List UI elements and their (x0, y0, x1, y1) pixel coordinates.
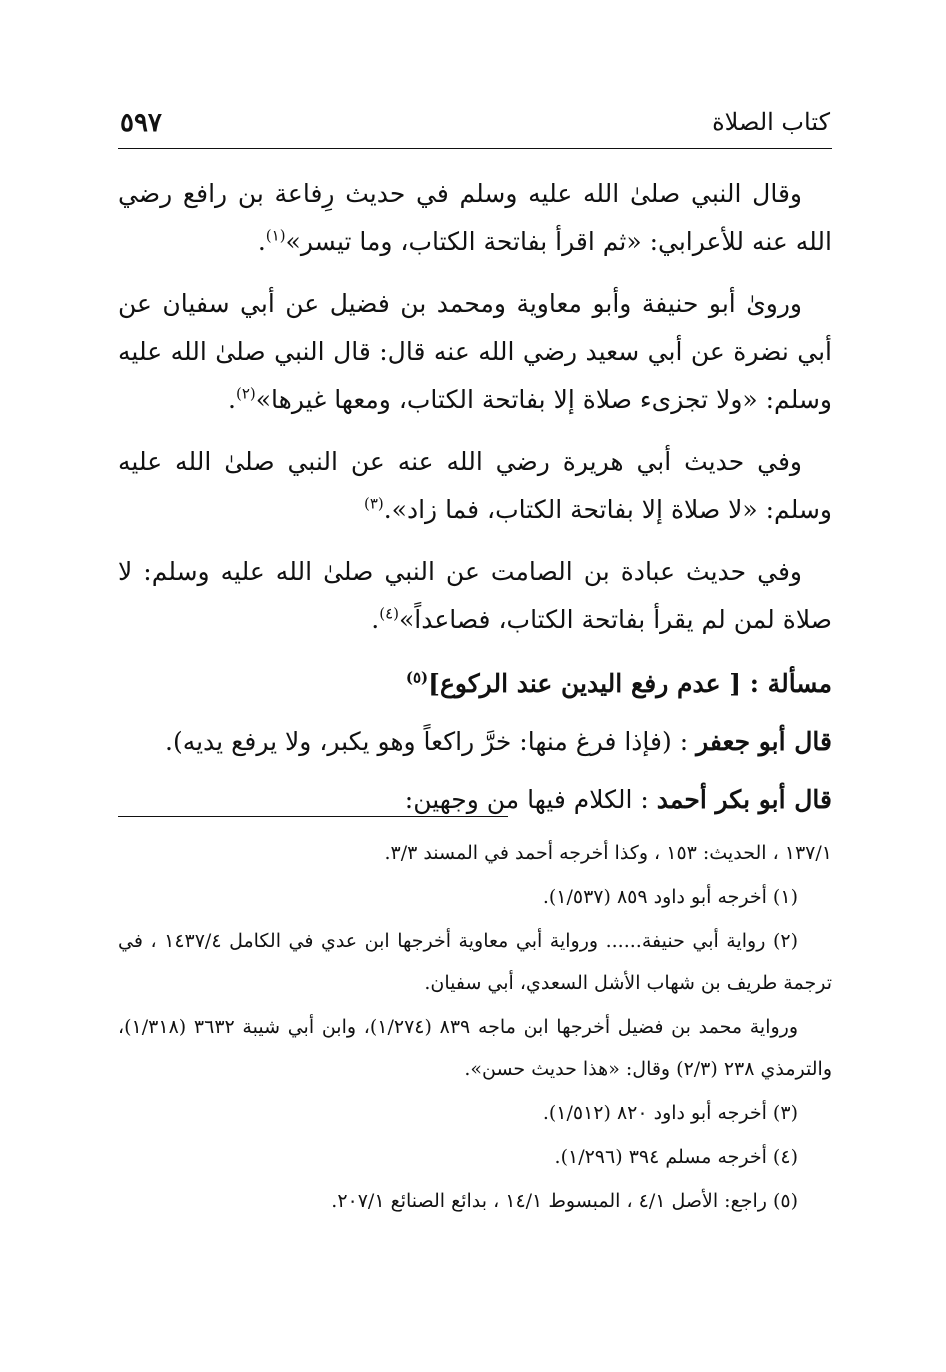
statement-text: : الكلام فيها من وجهين: (404, 785, 657, 814)
paragraph-text: وفي حديث عبادة بن الصامت عن النبي صلىٰ الله عليه وسلم: لا صلاة لمن لم يقرأ بفاتحة الكتاب، فصاعداً» (118, 557, 832, 634)
footnote-ref-5: (٥) (405, 668, 429, 687)
footnote-divider (118, 816, 508, 817)
speaker-name: قال أبو بكر أحمد (656, 785, 832, 814)
abu-jafar-statement (118, 716, 832, 768)
speaker-name: قال أبو جعفر (696, 727, 832, 756)
page-number: ٥٩٧ (120, 108, 162, 138)
paragraph-abu-said-hadith (118, 280, 832, 424)
paragraph-rifaa-hadith (118, 170, 832, 266)
paragraph-abu-hurayra-hadith (118, 438, 832, 534)
paragraph-tail: . (371, 605, 380, 634)
footnote-ref-4: (٤) (379, 604, 399, 623)
footnotes (118, 832, 832, 1224)
footnote-1: (١) أخرجه أبو داود ٨٥٩ (١/٥٣٧). (542, 886, 798, 908)
paragraph-tail: . (228, 385, 236, 414)
paragraph-text: وفي حديث أبي هريرة رضي الله عنه عن النبي صلىٰ الله عليه وسلم: «لا صلاة إلا بفاتحة الكتاب، فما زاد». (118, 447, 832, 524)
issue-label: مسألة : (741, 669, 832, 698)
footnote-2: (٢) رواية أبي حنيفة...... ورواية أبي معاوية أخرجها ابن عدي في الكامل ١٤٣٧/٤ ، في ترجمة طريف بن شهاب الأشل السعدي، أبي سفيان. (118, 930, 832, 994)
page-header (118, 106, 832, 149)
main-text (118, 170, 832, 832)
footnote-ref-2: (٢) (235, 384, 256, 403)
footnote-continuation: ١٣٧/١ ، الحديث: ١٥٣ ، وكذا أخرجه أحمد في المسند ٣/٣. (384, 842, 832, 864)
footnote-2-continued: ورواية محمد بن فضيل أخرجها ابن ماجه ٨٣٩ (١/٢٧٤)، وابن أبي شيبة ٣٦٣٢ (١/٣١٨)، والترمذي ٢٣٨ (٢/٣) وقال: «هذا حديث حسن». (118, 1016, 832, 1080)
issue-heading (118, 658, 832, 710)
running-title: كتاب الصلاة (712, 108, 830, 136)
issue-title: [ عدم رفع اليدين عند الركوع] (428, 669, 742, 698)
paragraph-text: ورویٰ أبو حنيفة وأبو معاوية ومحمد بن فضيل عن أبي سفيان عن أبي نضرة عن أبي سعيد رضي الله عنه قال: قال النبي صلىٰ الله عليه وسلم: «ولا تجزىء صلاة إلا بفاتحة الكتاب، ومعها غيرها» (118, 289, 832, 414)
footnote-ref-1: (١) (265, 226, 286, 245)
paragraph-tail: . (257, 227, 266, 256)
paragraph-text: وقال النبي صلىٰ الله عليه وسلم في حديث رِفاعة بن رافع رضي الله عنه للأعرابي: «ثم اقرأ بفاتحة الكتاب، وما تيسر» (118, 179, 832, 256)
statement-text: : (فإذا فرغ منها: خرَّ راكعاً وهو يكبر، ولا يرفع يديه). (165, 727, 697, 756)
footnote-4: (٤) أخرجه مسلم ٣٩٤ (١/٢٩٦). (554, 1146, 798, 1168)
abu-bakr-statement (118, 774, 832, 826)
paragraph-ubada-hadith (118, 548, 832, 644)
footnote-5: (٥) راجع: الأصل ٤/١ ، المبسوط ١٤/١ ، بدائع الصنائع ٢٠٧/١. (331, 1190, 798, 1212)
footnote-3: (٣) أخرجه أبو داود ٨٢٠ (١/٥١٢). (542, 1102, 798, 1124)
footnote-ref-3: (٣) (363, 494, 384, 513)
